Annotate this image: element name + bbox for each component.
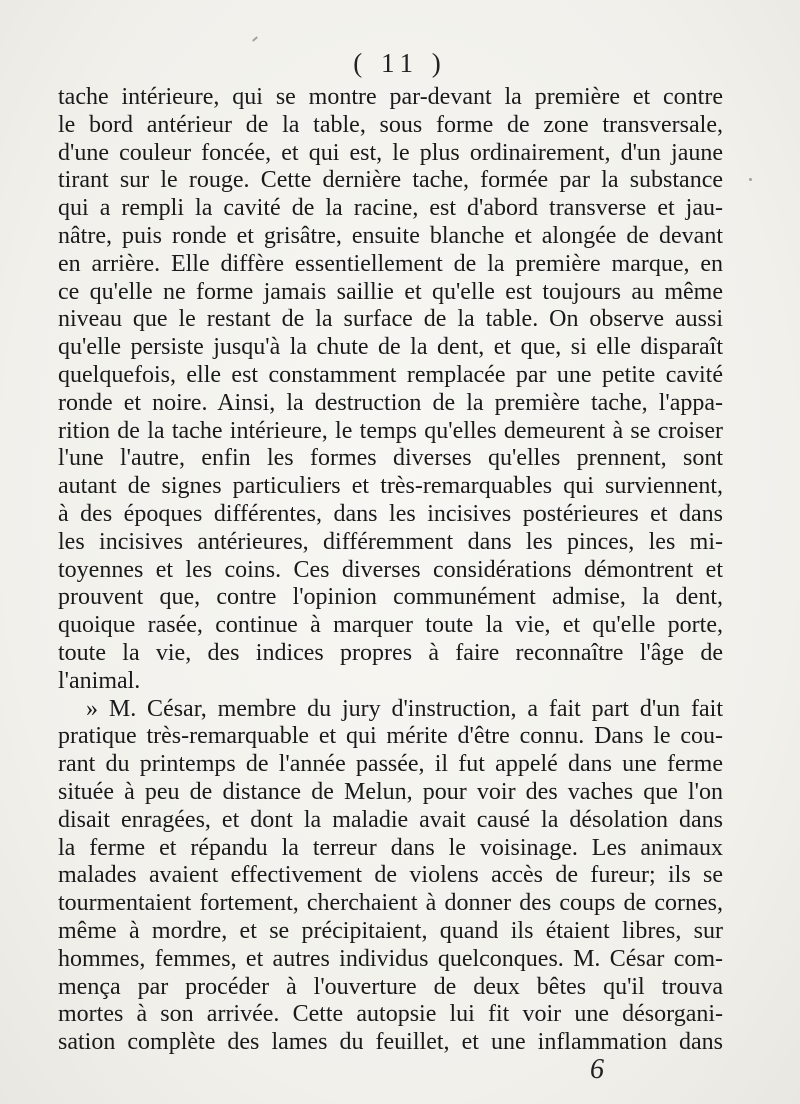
text-line: sation complète des lames du feuillet, et une inflammation dans [58,1029,723,1056]
text-line: l'une l'autre, enfin les formes diverses qu'elles prennent, sont [58,445,723,472]
text-line: prouvent que, contre l'opinion communément admise, la dent, [58,584,723,611]
text-line: quelquefois, elle est constamment remplacée par une petite cavité [58,361,723,388]
text-line: tourmentaient fortement, cherchaient à donner des coups de cornes, [58,890,723,917]
text-line: en arrière. Elle diffère essentiellement de la première marque, en [58,250,723,277]
text-line: qui a rempli la cavité de la racine, est d'abord transverse et jau- [58,195,723,222]
text-line: tirant sur le rouge. Cette dernière tache, formée par la substance [58,167,723,194]
text-line: l'animal. [58,667,141,694]
text-line: hommes, femmes, et autres individus quelconques. M. César com- [58,945,723,972]
text-line: pratique très-remarquable et qui mérite d'être connu. Dans le cou- [58,723,723,750]
text-line: toyennes et les coins. Ces diverses considérations démontrent et [58,556,723,583]
text-line: toute la vie, des indices propres à faire reconnaître l'âge de [58,639,723,666]
signature-mark: 6 [590,1054,604,1085]
text-line: mortes à son arrivée. Cette autopsie lui fit voir une désorgani- [58,1001,723,1028]
text-line: quoique rasée, continue à marquer toute la vie, et qu'elle porte, [58,612,723,639]
text-line: qu'elle persiste jusqu'à la chute de la dent, et que, si elle disparaît [58,334,723,361]
text-line: les incisives antérieures, différemment dans les pinces, les mi- [58,528,723,555]
text-line: autant de signes particuliers et très-remarquables qui surviennent, [58,473,723,500]
text-line: malades avaient effectivement de violens accès de fureur; ils se [58,862,723,889]
text-line: à des époques différentes, dans les incisives postérieures et dans [58,500,723,527]
text-line: ronde et noire. Ainsi, la destruction de la première tache, l'appa- [58,389,723,416]
text-line: disait enragées, et dont la maladie avait causé la désolation dans [58,806,723,833]
text-line: nâtre, puis ronde et grisâtre, ensuite blanche et alongée de devant [58,222,723,249]
text-line: d'une couleur foncée, et qui est, le plus ordinairement, d'un jaune [58,139,723,166]
text-line: rant du printemps de l'année passée, il fut appelé dans une ferme [58,751,723,778]
text-line: la ferme et répandu la terreur dans le voisinage. Les animaux [58,834,723,861]
text-line: mença par procéder à l'ouverture de deux bêtes qu'il trouva [58,973,723,1000]
stray-mark [252,36,258,41]
text-line: située à peu de distance de Melun, pour voir des vaches que l'on [58,778,723,805]
text-line: niveau que le restant de la surface de la table. On observe aussi [58,306,723,333]
text-line: tache intérieure, qui se montre par-devant la première et contre [58,84,723,110]
text-line: ce qu'elle ne forme jamais saillie et qu'elle est toujours au même [58,278,723,305]
text-line: le bord antérieur de la table, sous forme de zone transversale, [58,111,723,138]
text-line: rition de la tache intérieure, le temps qu'elles demeurent à se croiser [58,417,723,444]
text-line: » M. César, membre du jury d'instruction, a fait part d'un fait [86,695,723,722]
text-line: même à mordre, et se précipitaient, quand ils étaient libres, sur [58,917,723,944]
body-text [58,84,723,1057]
stray-mark [749,178,752,181]
page-number: ( 11 ) [353,48,447,78]
